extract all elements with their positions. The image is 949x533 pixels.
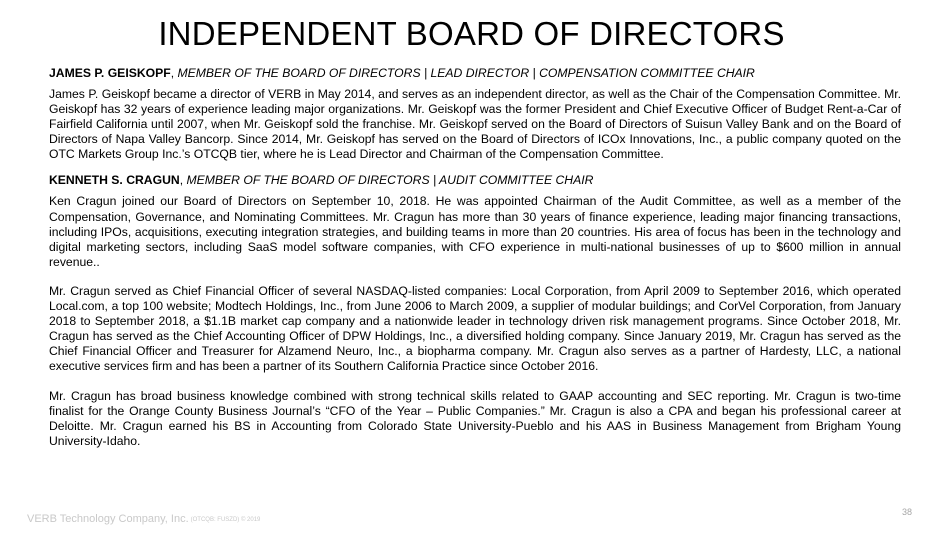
footer: [27, 513, 260, 527]
director-section-cragun: [49, 173, 901, 448]
director-heading: [49, 173, 901, 188]
director-bio-paragraph: Mr. Cragun served as Chief Financial Officer of several NASDAQ-listed companies: Local Corporation, from April 2009 to September 2016, which operated Local.com, a top 100 website; Modtech Holdings, Inc., from June 2006 to March 2009, a supplier of modular buildings; and CorVel Corporation, from January 2018 to September 2018, a $1.1B market cap company and a nationwide leader in technology driven risk management programs. Since October 2018, Mr. Cragun has served as the Chief Accounting Officer of DPW Holdings, Inc., a diversified holding company. Since January 2019, Mr. Cragun has served as the Chief Financial Officer and Treasurer for Alzamend Neuro, Inc., a biopharma company. Mr. Cragun also serves as a partner of Hardesty, LLC, a national executive services firm and has been a partner of its Southern California Practice since October 2016.: [49, 283, 901, 374]
director-bio-paragraph: Ken Cragun joined our Board of Directors on September 10, 2018. He was appointed Chairman of the Audit Committee, as well as a member of the Compensation, Governance, and Nominating Committees. Mr. Cragun has more than 30 years of finance experience, leading major financing transactions, including IPOs, acquisitions, executing integration strategies, and building teams in more than 20 countries. His area of focus has been in the technology and digital marketing sectors, including SaaS model software companies, with CFO experience in multi-national businesses of up to $600 million in annual revenue..: [49, 194, 901, 269]
footer-tickers: (OTCQB: FUSZD) © 2019: [190, 517, 261, 523]
director-bio-paragraph: James P. Geiskopf became a director of VERB in May 2014, and serves as an independent director, as well as the Chair of the Compensation Committee. Mr. Geiskopf has 32 years of experience leading major organizations. Mr. Geiskopf was the former President and Chief Executive Officer of Budget Rent-a-Car of Fairfield California until 2007, when Mr. Geiskopf sold the franchise. Mr. Geiskopf served on the Board of Directors of Suisun Valley Bank and on the Board of Directors of Napa Valley Bancorp. Since 2014, Mr. Geiskopf has served on the Board of Directors of ICOx Innovations, Inc., a public company quoted on the OTC Markets Group Inc.’s OTCQB tier, where he is Lead Director and Chairman of the Compensation Committee.: [49, 87, 901, 162]
heading-separator: ,: [179, 173, 187, 188]
section-spacer: [49, 162, 901, 173]
director-name: KENNETH S. CRAGUN: [49, 173, 180, 188]
directors-content: [49, 66, 901, 449]
director-bio-paragraph: Mr. Cragun has broad business knowledge combined with strong technical skills related to GAAP accounting and SEC reporting. Mr. Cragun is two-time finalist for the Orange County Business Journal’s “CFO of the Year – Public Companies.” Mr. Cragun is also a CPA and began his professional career at Deloitte. Mr. Cragun earned his BS in Accounting from Colorado State University-Pueblo and his AAS in Business Management from Brigham Young University-Idaho.: [49, 388, 901, 448]
footer-company: VERB Technology Company, Inc.: [27, 513, 189, 525]
director-role: MEMBER OF THE BOARD OF DIRECTORS | LEAD DIRECTOR | COMPENSATION COMMITTEE CHAIR: [177, 66, 755, 80]
director-section-geiskopf: [49, 66, 901, 162]
heading-separator: ,: [170, 66, 178, 80]
director-name: JAMES P. GEISKOPF: [49, 66, 171, 80]
page-number: 38: [901, 507, 912, 517]
director-role: MEMBER OF THE BOARD OF DIRECTORS | AUDIT COMMITTEE CHAIR: [186, 173, 594, 188]
director-heading: [49, 66, 901, 81]
page-title: INDEPENDENT BOARD OF DIRECTORS: [158, 15, 785, 52]
